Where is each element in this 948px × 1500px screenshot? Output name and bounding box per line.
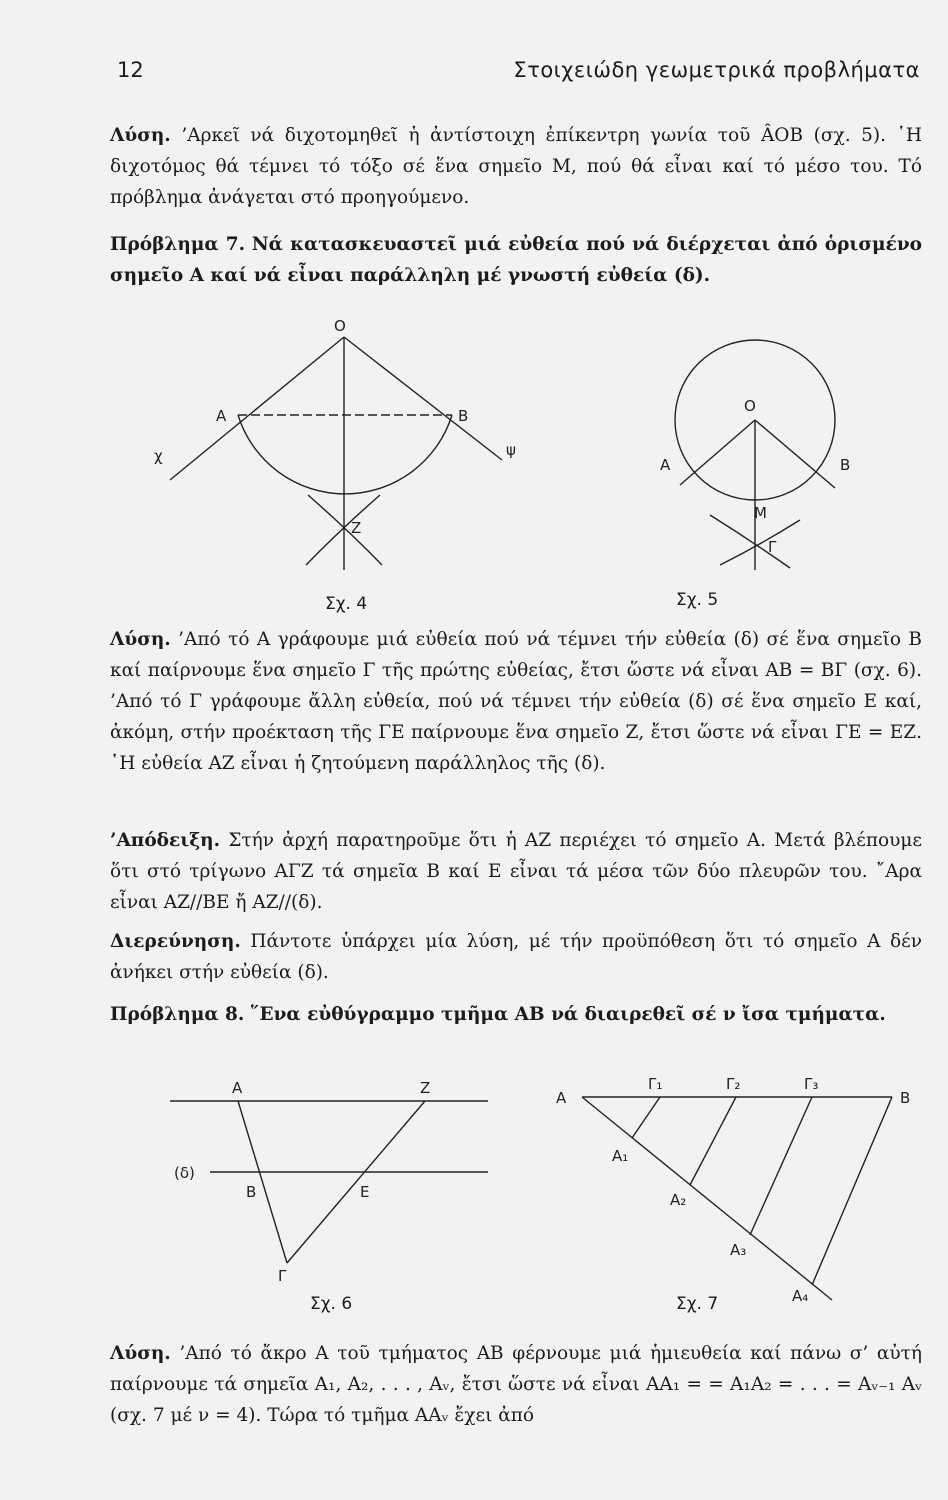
segment-AG (238, 1101, 287, 1263)
solution-label: Λύση. (110, 125, 171, 146)
ray-A (582, 1097, 832, 1300)
figure-4 (140, 315, 530, 595)
parallel-1 (632, 1097, 660, 1138)
label-G2: Γ₂ (726, 1075, 741, 1093)
running-title: Στοιχειώδη γεωμετρικά προβλήματα (513, 58, 920, 82)
label-E: E (360, 1183, 370, 1201)
label-A1: A₁ (612, 1147, 629, 1165)
label-B: B (458, 407, 469, 425)
label-A4: A₄ (792, 1287, 809, 1305)
problem-text: Νά κατασκευαστεῖ μιά εὐθεία πού νά διέρχεται ἀπό ὁρισμένο σημεῖο Α καί νά εἶναι παράλληλη μέ γνωστή εὐθεία (δ). (110, 234, 922, 286)
problem-label: Πρόβλημα 8. (110, 1004, 245, 1025)
line-psi (344, 337, 502, 460)
label-A: A (660, 456, 671, 474)
discussion-label: Διερεύνηση. (110, 931, 241, 952)
problem-text: ῞Ενα εὐθύγραμμο τμῆμα ΑΒ νά διαιρεθεῖ σέ ν ἴσα τμήματα. (250, 1004, 886, 1025)
parallel-3 (750, 1097, 812, 1235)
solution-text: ’Από τό Α γράφουμε μιά εὐθεία πού νά τέμνει τήν εὐθεία (δ) σέ ἕνα σημεῖο Β καί παίρνουμε ἕνα σημεῖο Γ τῆς πρώτης εὐθείας, ἔτσι ὥστε νά εἶναι ΑΒ = ΒΓ (σχ. 6). ’Από τό Γ γράφουμε ἄλλη εὐθεία, πού νά τέμνει τήν εὐθεία (δ) σέ ἕνα σημεῖο Ε καί, ἀκόμη, στήν προέκταση τῆς ΓΕ παίρνουμε ἕνα σημεῖο Ζ, ἔτσι ὥστε νά εἶναι ΓΕ = ΕΖ. ῾Η εὐθεία ΑΖ εἶναι ἡ ζητούμενη παράλληλος τῆς (δ). (110, 629, 922, 774)
discussion-paragraph (110, 926, 922, 988)
solution-text: ’Αρκεῖ νά διχοτομηθεῖ ἡ ἀντίστοιχη ἐπίκεντρη γωνία τοῦ ÂOB (σχ. 5). ῾Η διχοτόμος θά τέμνει τό τόξο σέ ἕνα σημεῖο Μ, πού θά εἶναι καί τό μέσο του. Τό πρόβλημα ἀνάγεται στό προηγούμενο. (110, 125, 922, 208)
label-O: O (744, 397, 756, 415)
solution-paragraph-3 (110, 1338, 922, 1431)
radius-OB (755, 420, 835, 488)
proof-paragraph (110, 825, 922, 918)
figure-6-caption: Σχ. 6 (310, 1294, 353, 1314)
arc-z-1 (308, 495, 382, 565)
label-A2: A₂ (670, 1191, 687, 1209)
label-Z: Z (420, 1079, 431, 1097)
solution-paragraph-2 (110, 624, 922, 779)
figure-5-caption: Σχ. 5 (676, 590, 719, 610)
figure-5 (640, 330, 870, 580)
label-psi: ψ (506, 441, 516, 459)
label-G1: Γ₁ (648, 1075, 663, 1093)
page-number: 12 (117, 58, 144, 82)
solution-label: Λύση. (110, 1343, 171, 1364)
proof-text: Στήν ἀρχή παρατηροῦμε ὅτι ἡ ΑΖ περιέχει τό σημεῖο Α. Μετά βλέπουμε ὅτι στό τρίγωνο ΑΓΖ τά σημεῖα Β καί Ε εἶναι τά μέσα τῶν δύο πλευρῶν του. ῎Αρα εἶναι ΑΖ//ΒΕ ἤ ΑΖ//(δ). (110, 830, 922, 913)
label-M: M (754, 504, 767, 522)
radius-OA (680, 420, 755, 485)
proof-label: ’Απόδειξη. (110, 830, 221, 851)
figure-7-caption: Σχ. 7 (676, 1294, 719, 1314)
label-B: B (246, 1183, 257, 1201)
label-G: Γ (278, 1267, 287, 1285)
solution-paragraph-1 (110, 120, 922, 213)
label-delta: (δ) (174, 1164, 195, 1182)
solution-text: ’Από τό ἄκρο Α τοῦ τμήματος ΑΒ φέρνουμε μιά ἡμιευθεία καί πάνω σ’ αὐτή παίρνουμε τά σημεῖα Α₁, Α₂, . . . , Αᵥ, ἔτσι ὥστε νά εἶναι ΑΑ₁ = = Α₁Α₂ = . . . = Αᵥ₋₁ Αᵥ (σχ. 7 μέ ν = 4). Τώρα τό τμῆμα ΑΑᵥ ἔχει ἀπό (110, 1343, 922, 1426)
line-A4B (812, 1097, 892, 1285)
problem-7 (110, 229, 922, 291)
label-O: O (334, 317, 346, 335)
figure-4-caption: Σχ. 4 (325, 594, 368, 614)
line-chi (170, 337, 344, 480)
figure-7 (550, 1075, 920, 1315)
figure-6 (160, 1075, 500, 1285)
label-Z: Z (351, 519, 362, 537)
solution-label: Λύση. (110, 629, 171, 650)
label-B: B (900, 1089, 911, 1107)
label-A: A (556, 1089, 567, 1107)
label-A: A (216, 407, 227, 425)
problem-8 (110, 999, 922, 1030)
label-chi: χ (154, 447, 163, 465)
label-G3: Γ₃ (804, 1075, 819, 1093)
label-B: B (840, 456, 851, 474)
problem-label: Πρόβλημα 7. (110, 234, 246, 255)
arc-g-2 (720, 520, 800, 565)
arc-AB (238, 415, 452, 494)
segment-GZ (287, 1101, 425, 1263)
label-A3: A₃ (730, 1241, 747, 1259)
arc-z-2 (306, 495, 380, 565)
arc-g-1 (710, 515, 790, 568)
parallel-2 (690, 1097, 736, 1185)
label-G: Γ (768, 538, 777, 556)
discussion-text: Πάντοτε ὑπάρχει μία λύση, μέ τήν προϋπόθεση ὅτι τό σημεῖο Α δέν ἀνήκει στήν εὐθεία (δ). (110, 931, 922, 983)
label-A: A (232, 1079, 243, 1097)
